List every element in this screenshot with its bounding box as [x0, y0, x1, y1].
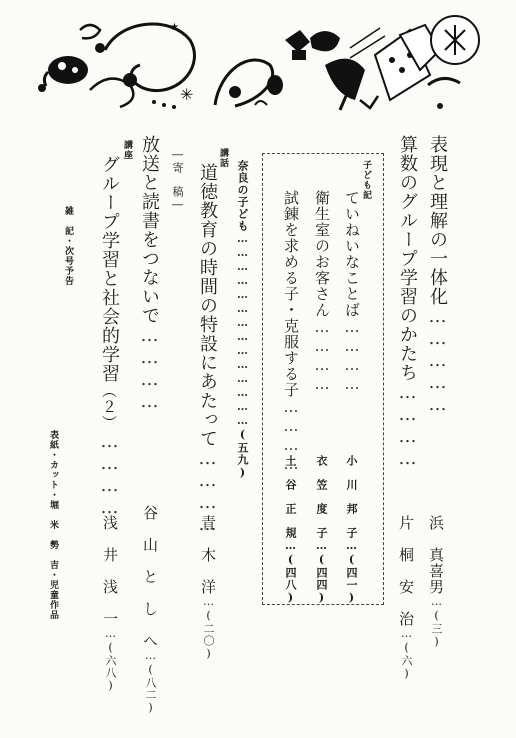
entry-title: 表現と理解の一体化 [427, 135, 448, 306]
entry-page: …(二〇) [202, 595, 215, 661]
entry-page: …(六八) [104, 627, 117, 693]
toc-entry-1-author [428, 515, 443, 649]
toc-entry-group-author [102, 515, 117, 693]
entry-title: 算数のグループ学習のかたち [397, 135, 418, 382]
toc-entry-doutoku-author [200, 515, 215, 661]
toc-entry-housou [140, 135, 158, 413]
entry-author: 谷 山 と し へ [141, 505, 159, 649]
kodomo-ki-label: 子ども記 [361, 160, 371, 200]
leader-dots: ………… [313, 318, 331, 394]
svg-text:★: ★ [170, 22, 179, 33]
toc-entry-2-author [398, 515, 413, 681]
leader-dots: …………………………………… [236, 232, 249, 428]
kodomo-ki-item-1 [344, 190, 359, 394]
entry-page: …(四一) [345, 539, 358, 605]
entry-title: ていねいなことば [343, 190, 361, 318]
toc-entry-2 [398, 135, 416, 470]
entry-title: 放送と読書をつないで [139, 135, 160, 325]
entry-number: （２） [100, 383, 118, 431]
kodomo-ki-item-1-author [346, 455, 357, 605]
entry-title: 道徳教育の時間の特設にあたって [197, 163, 218, 448]
toc-entry-doutoku [198, 163, 216, 536]
entry-title: 奈良の子ども [236, 160, 249, 232]
entry-page: …(六) [400, 627, 413, 681]
leader-dots: …………… [427, 306, 448, 416]
cover-credit: 表紙・カット・堀 米 勢 吉・児童作品 [48, 430, 58, 620]
entry-author: 浜 真喜男 [427, 515, 445, 595]
kodomo-ki-item-2 [314, 190, 329, 394]
kouza-label: 講座 [122, 140, 132, 160]
leader-dots: ………… [197, 448, 218, 536]
entry-page: …(八二) [144, 649, 157, 715]
entry-title: 衛生室のお客さん [313, 190, 331, 318]
leader-dots: ………… [99, 431, 120, 519]
toc-entry-housou-author [142, 505, 157, 715]
kodomo-ki-item-3-author [285, 455, 296, 605]
abstract-children-drawing-icon [30, 10, 500, 128]
kodomo-ki-item-3 [283, 190, 298, 474]
toc-nara [237, 160, 248, 480]
entry-page: …(四四) [315, 539, 328, 605]
toc-entry-group [100, 155, 118, 519]
entry-author: 浅 井 浅 一 [101, 515, 119, 627]
entry-title: 試錬を求める子・克服する子 [282, 190, 300, 398]
kikou-label: ―寄 稿― [171, 148, 184, 212]
leader-dots: ………… [139, 325, 160, 413]
leader-dots: ………… [343, 318, 361, 394]
zakki-label: 雑 記・次号予告 [63, 206, 73, 286]
leader-dots: ………… [397, 382, 418, 470]
entry-author: 片 桐 安 治 [397, 515, 415, 627]
entry-title: グループ学習と社会的学習 [99, 155, 120, 383]
entry-page: (五九) [236, 428, 249, 480]
leader-dots: ………… [282, 398, 300, 474]
toc-entry-1 [428, 135, 446, 416]
svg-text:✳: ✳ [180, 85, 194, 104]
entry-author: 衣 笠 度 子 [315, 455, 328, 539]
entry-author: 土 谷 正 規 [284, 455, 297, 539]
entry-page: …(四八) [284, 539, 297, 605]
kodomo-ki-item-2-author [316, 455, 327, 605]
entry-author: 青 木 洋 [199, 515, 217, 595]
entry-author: 小 川 邦 子 [345, 455, 358, 539]
kouwa-label: 講話 [218, 148, 228, 168]
entry-page: …(三) [430, 595, 443, 649]
